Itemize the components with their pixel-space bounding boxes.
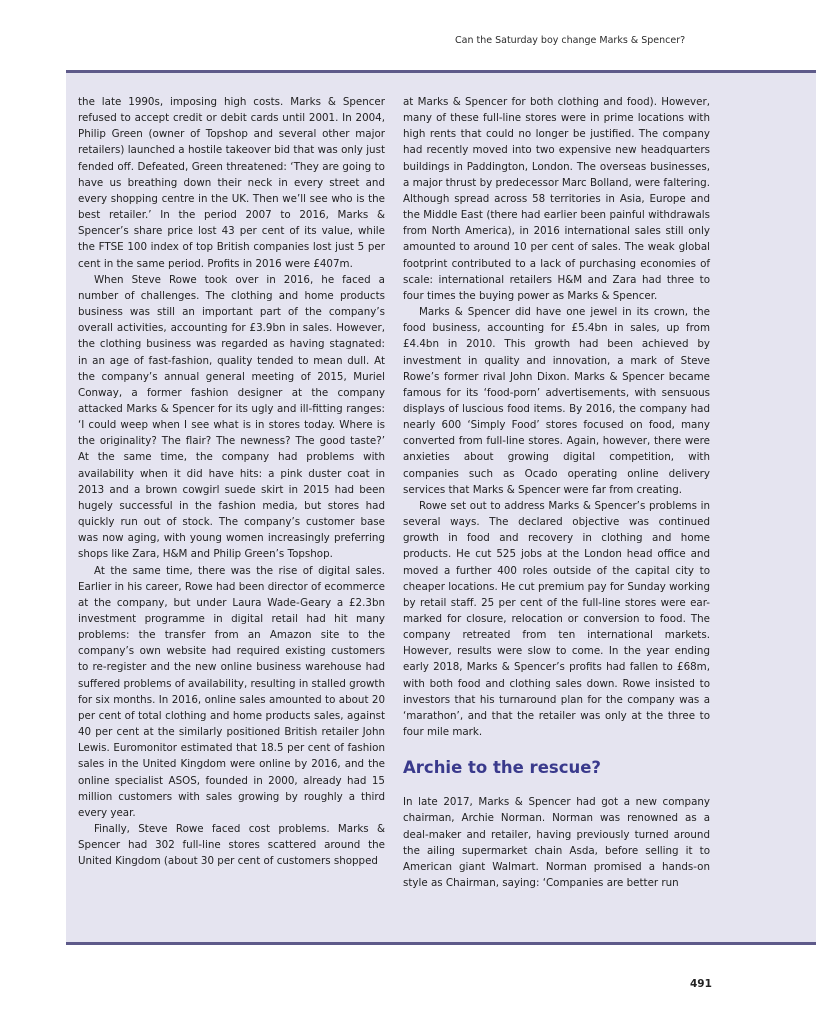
body-paragraph: At the same time, there was the rise of digital sales. Earlier in his career, Rowe had been director of ecommerce at the company, but under Laura Wade-Geary a £2.3bn investment programme in digital retail had hit many problems: the transfer from an Amazon site to the company’s own website had required existing customers to re-register and the new online business warehouse had suffered problems of availability, resulting in stalled growth for six months. In 2016, online sales amounted to about 20 per cent of total clothing and home products sales, against 40 per cent at the similarly positioned British retailer John Lewis. Euromonitor estimated that 18.5 per cent of fashion sales in the United Kingdom were online by 2016, and the online specialist ASOS, founded in 2000, already had 15 million customers with sales growing by roughly a third every year. <box>78 564 385 819</box>
body-paragraph: at Marks & Spencer for both clothing and food). However, many of these full-line stores were in prime locations with high rents that could no longer be justified. The company had recently moved into two expensive new headquarters buildings in Paddington, London. The overseas businesses, a major thrust by predecessor Marc Bolland, were faltering. Although spread across 58 territories in Asia, Europe and the Middle East (there had earlier been painful withdrawals from North America), in 2016 international sales still only amounted to around 10 per cent of sales. The weak global footprint contributed to a lack of purchasing economies of scale: international retailers H&M and Zara had three to four times the buying power as Marks & Spencer. <box>403 96 710 302</box>
right-column <box>403 94 710 891</box>
footer-rule <box>66 942 816 945</box>
left-column <box>78 94 385 870</box>
page-number: 491 <box>690 978 712 990</box>
body-paragraph: Finally, Steve Rowe faced cost problems. Marks & Spencer had 302 full-line stores scattered around the United Kingdom (about 30 per cent of customers shopped <box>78 823 385 868</box>
running-head: Can the Saturday boy change Marks & Spencer? <box>455 35 686 46</box>
body-paragraph: In late 2017, Marks & Spencer had got a new company chairman, Archie Norman. Norman was renowned as a deal-maker and retailer, having previously turned around the ailing supermarket chain Asda, before selling it to American giant Walmart. Norman promised a hands-on style as Chairman, saying: ‘Companies are better run <box>403 796 710 890</box>
body-paragraph: Marks & Spencer did have one jewel in its crown, the food business, accounting for £5.4bn in sales, up from £4.4bn in 2010. This growth had been achieved by investment in quality and innovation, a mark of Steve Rowe’s former rival John Dixon. Marks & Spencer became famous for its ‘food-porn’ advertisements, with sensuous displays of luscious food items. By 2016, the company had nearly 600 ‘Simply Food’ stores focused on food, many converted from full-line stores. Again, however, there were anxieties about growing digital competition, with companies such as Ocado operating online delivery services that Marks & Spencer were far from creating. <box>403 306 710 496</box>
body-paragraph: Rowe set out to address Marks & Spencer’s problems in several ways. The declared objective was continued growth in food and recovery in clothing and home products. He cut 525 jobs at the London head office and moved a further 400 roles outside of the capital city to cheaper locations. He cut premium pay for Sunday working by retail staff. 25 per cent of the full-line stores were ear-marked for closure, relocation or conversion to food. The company retreated from ten international markets. However, results were slow to come. In the year ending early 2018, Marks & Spencer’s profits had fallen to £68m, with both food and clothing sales down. Rowe insisted to investors that his turnaround plan for the company was a ‘marathon’, and that the retailer was only at the three to four mile mark. <box>403 499 710 739</box>
section-heading: Archie to the rescue? <box>403 758 601 778</box>
body-paragraph: When Steve Rowe took over in 2016, he faced a number of challenges. The clothing and home products business was still an important part of the company’s overall activities, accounting for £3.9bn in sales. However, the clothing business was regarded as having stagnated: in an age of fast-fashion, quality tended to mean dull. At the company’s annual general meeting of 2015, Muriel Conway, a former fashion designer at the company attacked Marks & Spencer for its ugly and ill-fitting ranges: ‘I could weep when I see what is in stores today. Where is the originality? The flair? The newness? The good taste?’ At the same time, the company had problems with availability when it did have hits: a pink duster coat in 2013 and a brown cowgirl suede skirt in 2015 had been hugely successful in the fashion media, but stores had quickly run out of stock. The company’s customer base was now aging, with young women increasingly preferring shops like Zara, H&M and Philip Green’s Topshop. <box>78 273 385 561</box>
body-paragraph: the late 1990s, imposing high costs. Marks & Spencer refused to accept credit or debit cards until 2001. In 2004, Philip Green (owner of Topshop and several other major retailers) launched a hostile takeover bid that was only just fended off. Defeated, Green threatened: ‘They are going to have us breathing down their neck in every street and every shopping centre in the UK. Then we’ll see who is the best retailer.’ In the period 2007 to 2016, Marks & Spencer’s share price lost 43 per cent of its value, while the FTSE 100 index of top British companies lost just 5 per cent in the same period. Profits in 2016 were £407m. <box>78 96 385 270</box>
